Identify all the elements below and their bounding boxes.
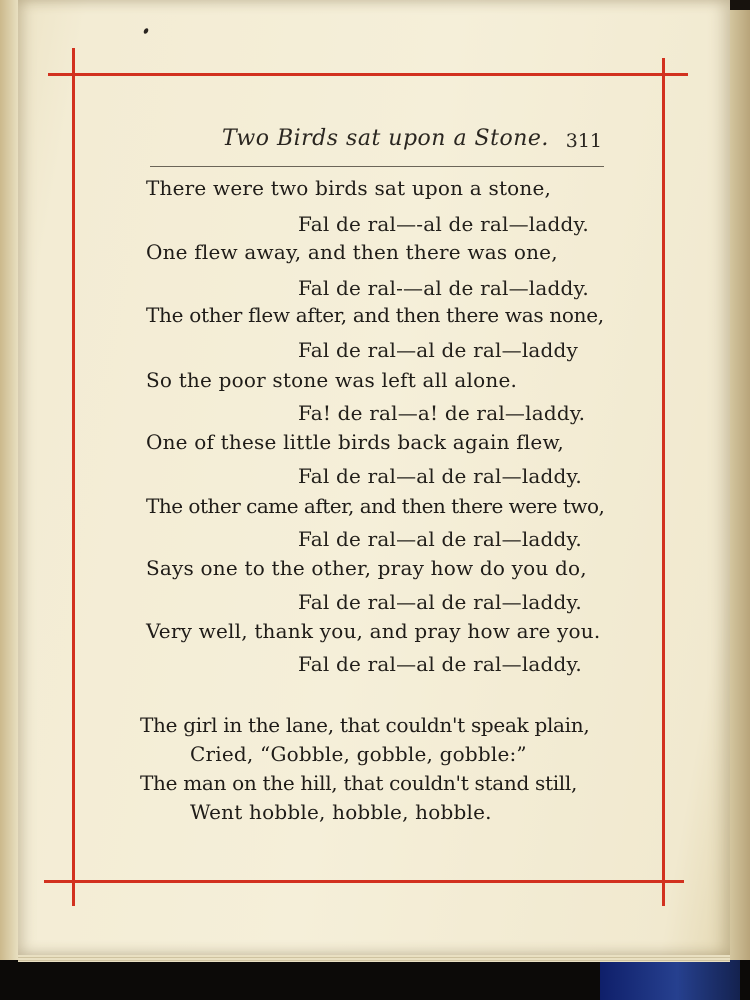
- refrain-line: Fal de ral—al de ral—laddy.: [298, 590, 582, 614]
- refrain-line: Fal de ral—al de ral—laddy.: [298, 464, 582, 488]
- refrain-line: Fa! de ral—a! de ral—laddy.: [298, 401, 586, 425]
- poem-line: Cried, “Gobble, gobble, gobble:”: [190, 742, 527, 766]
- poem-line: One flew away, and then there was one,: [146, 240, 558, 264]
- refrain-line: Fal de ral—al de ral—laddy: [298, 338, 579, 362]
- poem-line: There were two birds sat upon a stone,: [146, 176, 552, 200]
- poem-line: So the poor stone was left all alone.: [146, 368, 518, 392]
- poem-line: Went hobble, hobble, hobble.: [190, 800, 492, 824]
- poem-line: Says one to the other, pray how do you do,: [146, 556, 587, 580]
- page-number: 311: [565, 130, 602, 152]
- refrain-line: Fal de ral—-al de ral—laddy.: [298, 212, 589, 236]
- refrain-line: Fal de ral—al de ral—laddy.: [298, 652, 582, 676]
- poem-line: The girl in the lane, that couldn't speak plain,: [140, 713, 590, 737]
- running-title: Two Birds sat upon a Stone.: [222, 126, 549, 151]
- refrain-line: Fal de ral-—al de ral—laddy.: [298, 276, 589, 300]
- poem-line: The other flew after, and then there was none,: [146, 303, 604, 327]
- poem-line: One of these little birds back again flew,: [146, 430, 564, 454]
- poem-line: The other came after, and then there were two,: [146, 494, 605, 518]
- poem-line: Very well, thank you, and pray how are you.: [146, 619, 601, 643]
- refrain-line: Fal de ral—al de ral—laddy.: [298, 527, 582, 551]
- poem-line: The man on the hill, that couldn't stand still,: [140, 771, 578, 795]
